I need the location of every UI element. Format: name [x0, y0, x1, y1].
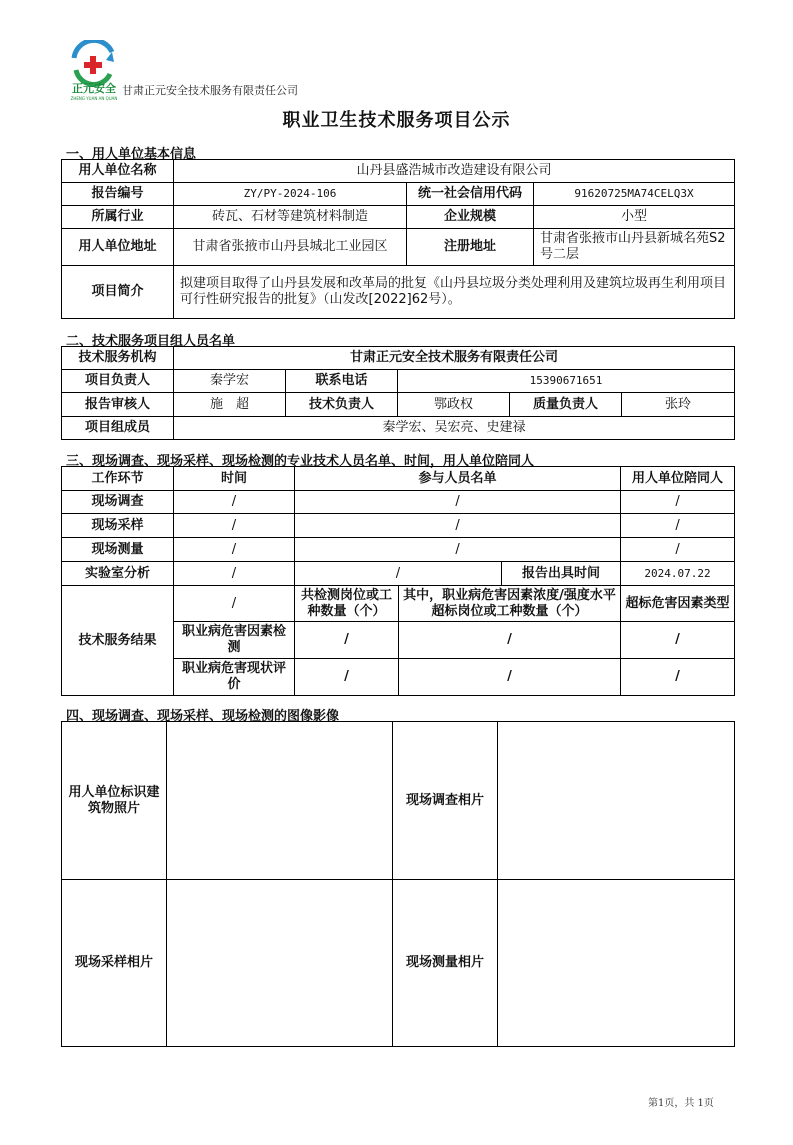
col-people: 参与人员名单 — [295, 467, 621, 491]
col-escort: 用人单位陪同人 — [621, 467, 735, 491]
section2-heading: 二、技术服务项目组人员名单 — [66, 334, 236, 349]
photo-table — [61, 721, 735, 1047]
step-measure: 现场测量 — [62, 538, 174, 562]
reg-address-value: 甘肃省张掖市山丹县新城名苑S2号二层 — [534, 229, 735, 266]
measure-time: / — [174, 538, 295, 562]
photo2-slot — [498, 722, 735, 880]
lab-label: 实验室分析 — [62, 562, 174, 586]
res-row-evaluation: 职业病危害现状评价 — [174, 659, 295, 696]
org-value: 甘肃正元安全技术服务有限责任公司 — [174, 347, 735, 370]
svg-text:ZHENG YUAN AN QUAN: ZHENG YUAN AN QUAN — [70, 96, 118, 101]
industry-label: 所属行业 — [62, 206, 174, 229]
phone-label: 联系电话 — [286, 370, 398, 393]
report-no-value: ZY/PY-2024-106 — [174, 183, 407, 206]
intro-label: 项目简介 — [62, 266, 174, 319]
section3-heading: 三、现场调查、现场采样、现场检测的专业技术人员名单、时间，用人单位陪同人 — [66, 454, 535, 469]
basic-info-table — [61, 159, 735, 319]
step-sampling: 现场采样 — [62, 514, 174, 538]
col-time: 时间 — [174, 467, 295, 491]
sampling-escort: / — [621, 514, 735, 538]
company-logo — [66, 40, 122, 102]
svg-text:正元安全: 正元安全 — [72, 82, 116, 95]
members-value: 秦学宏、吴宏亮、史建禄 — [174, 417, 735, 440]
photo4-slot — [498, 880, 735, 1047]
reviewer-label: 报告审核人 — [62, 393, 174, 417]
credit-code-value: 91620725MA74CELQ3X — [534, 183, 735, 206]
step-survey: 现场调查 — [62, 491, 174, 514]
res-col3: 超标危害因素类型 — [621, 586, 735, 622]
leader-value: 秦学宏 — [174, 370, 286, 393]
credit-code-label: 统一社会信用代码 — [407, 183, 534, 206]
unit-name-label: 用人单位名称 — [62, 160, 174, 183]
industry-value: 砖瓦、石材等建筑材料制造 — [174, 206, 407, 229]
tech-lead-label: 技术负责人 — [286, 393, 398, 417]
sampling-time: / — [174, 514, 295, 538]
detection-v3: / — [621, 622, 735, 659]
lab-time: / — [174, 562, 295, 586]
report-no-label: 报告编号 — [62, 183, 174, 206]
members-label: 项目组成员 — [62, 417, 174, 440]
intro-value: 拟建项目取得了山丹县发展和改革局的批复《山丹县垃圾分类处理利用及建筑垃圾再生利用项目可行性研究报告的批复》（山发改[2022]62号）。 — [174, 266, 735, 319]
report-date-value: 2024.07.22 — [621, 562, 735, 586]
lab-people: / — [295, 562, 502, 586]
photo3-slot — [167, 880, 393, 1047]
report-date-label: 报告出具时间 — [502, 562, 621, 586]
reviewer-value: 施 超 — [174, 393, 286, 417]
evaluation-v3: / — [621, 659, 735, 696]
fieldwork-table — [61, 466, 735, 696]
reg-address-label: 注册地址 — [407, 229, 534, 266]
measure-people: / — [295, 538, 621, 562]
tech-lead-value: 鄂政权 — [398, 393, 510, 417]
quality-label: 质量负责人 — [510, 393, 622, 417]
res-col1: 共检测岗位或工种数量（个） — [295, 586, 399, 622]
company-header-name: 甘肃正元安全技术服务有限责任公司 — [122, 84, 298, 97]
quality-value: 张玲 — [622, 393, 735, 417]
address-value: 甘肃省张掖市山丹县城北工业园区 — [174, 229, 407, 266]
team-table — [61, 346, 735, 440]
scale-value: 小型 — [534, 206, 735, 229]
col-step: 工作环节 — [62, 467, 174, 491]
photo1-slot — [167, 722, 393, 880]
sampling-people: / — [295, 514, 621, 538]
org-label: 技术服务机构 — [62, 347, 174, 370]
page-title: 职业卫生技术服务项目公示 — [282, 110, 511, 131]
scale-label: 企业规模 — [407, 206, 534, 229]
measure-escort: / — [621, 538, 735, 562]
page-number: 第1页，共 1页 — [648, 1098, 714, 1109]
unit-name-value: 山丹县盛浩城市改造建设有限公司 — [174, 160, 735, 183]
evaluation-v2: / — [399, 659, 621, 696]
detection-v1: / — [295, 622, 399, 659]
photo2-label: 现场调查相片 — [393, 722, 498, 880]
photo4-label: 现场测量相片 — [393, 880, 498, 1047]
section4-heading: 四、现场调查、现场采样、现场检测的图像影像 — [66, 709, 340, 724]
photo3-label: 现场采样相片 — [62, 880, 167, 1047]
leader-label: 项目负责人 — [62, 370, 174, 393]
section1-heading: 一、用人单位基本信息 — [66, 147, 197, 162]
address-label: 用人单位地址 — [62, 229, 174, 266]
result-blank: / — [174, 586, 295, 622]
survey-people: / — [295, 491, 621, 514]
detection-v2: / — [399, 622, 621, 659]
photo1-label: 用人单位标识建筑物照片 — [62, 722, 167, 880]
res-row-detection: 职业病危害因素检测 — [174, 622, 295, 659]
survey-time: / — [174, 491, 295, 514]
res-col2: 其中，职业病危害因素浓度/强度水平超标岗位或工种数量（个） — [399, 586, 621, 622]
phone-value: 15390671651 — [398, 370, 735, 393]
survey-escort: / — [621, 491, 735, 514]
evaluation-v1: / — [295, 659, 399, 696]
result-label: 技术服务结果 — [62, 586, 174, 696]
